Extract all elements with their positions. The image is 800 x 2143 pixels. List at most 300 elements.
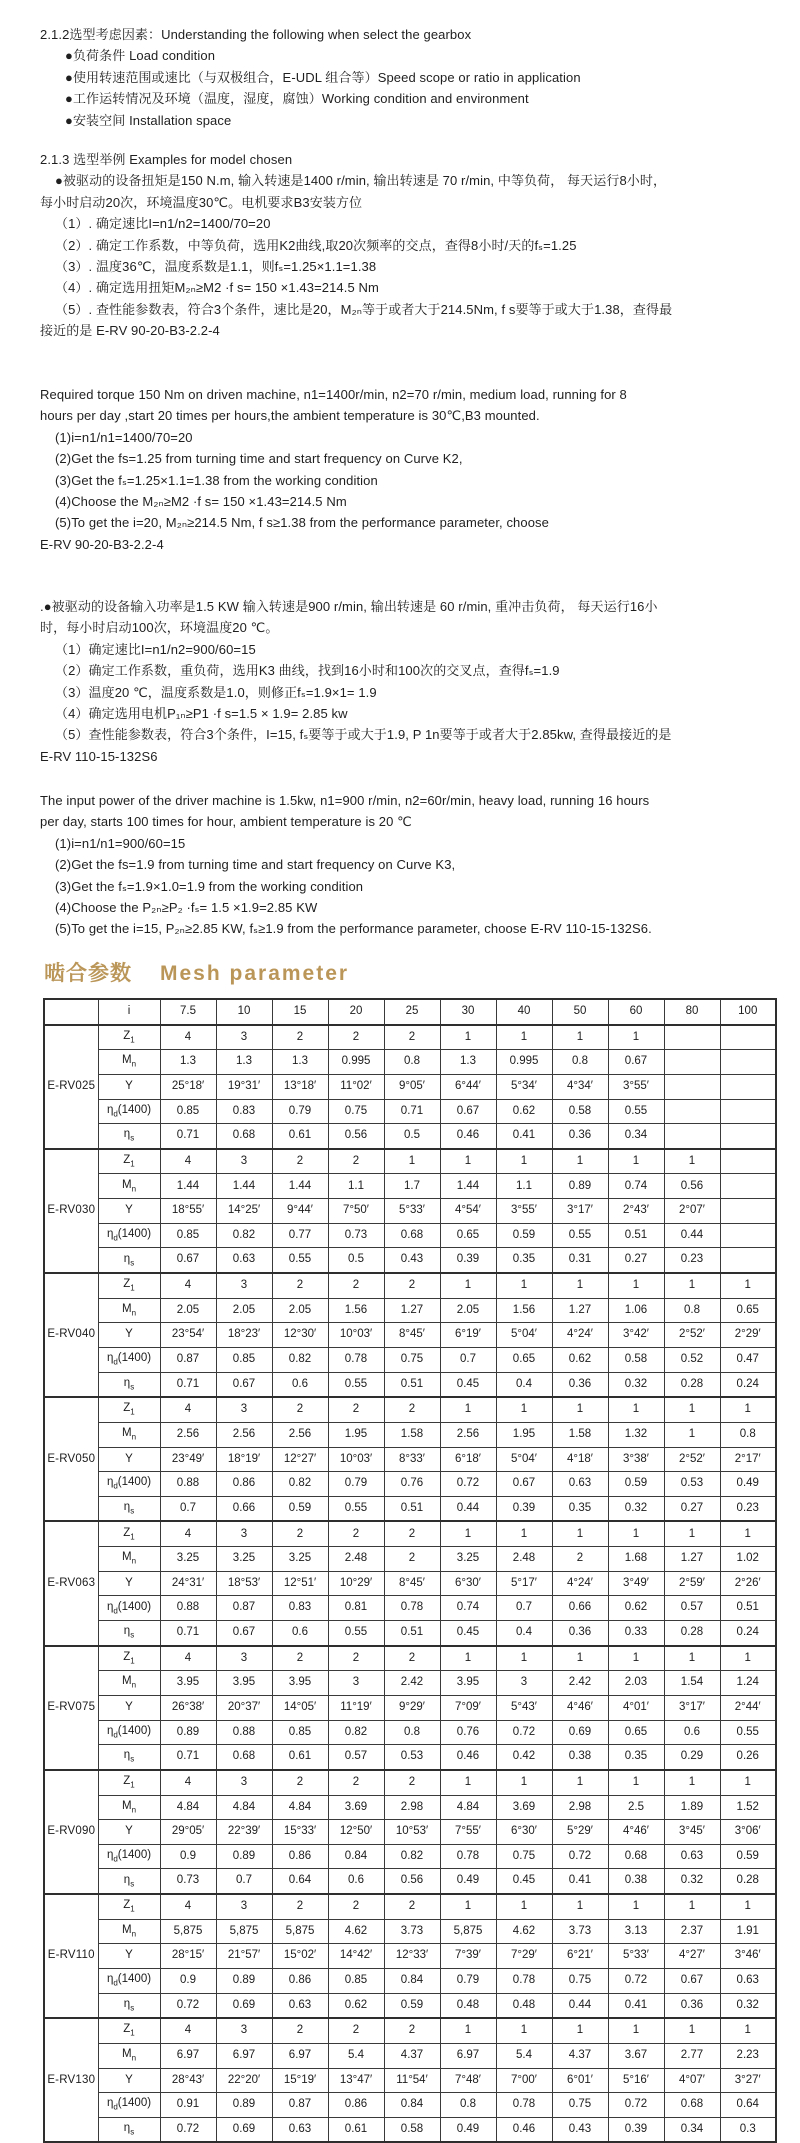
table-cell: 0.88	[160, 1596, 216, 1621]
table-cell: 0.59	[496, 1223, 552, 1248]
table-cell: 0.51	[384, 1621, 440, 1646]
table-cell: 2°17′	[720, 1447, 776, 1472]
table-cell: 3°17′	[664, 1695, 720, 1720]
table-cell: 0.38	[552, 1745, 608, 1770]
table-cell: 12°51′	[272, 1571, 328, 1596]
table-cell: 0.67	[664, 1968, 720, 1993]
table-cell: 3	[216, 1521, 272, 1546]
table-cell: 2°52′	[664, 1323, 720, 1348]
table-cell: 0.39	[608, 2117, 664, 2142]
table-cell: 3°42′	[608, 1323, 664, 1348]
table-cell: 2	[272, 1397, 328, 1422]
table-cell: 0.74	[440, 1596, 496, 1621]
table-cell: 0.78	[328, 1347, 384, 1372]
table-cell: 2	[272, 1521, 328, 1546]
table-cell: 0.58	[552, 1099, 608, 1124]
table-cell: 0.71	[160, 1124, 216, 1149]
table-cell: 0.59	[720, 1844, 776, 1869]
table-cell: 0.78	[440, 1844, 496, 1869]
table-cell: 1	[720, 1894, 776, 1919]
table-cell: 3°55′	[496, 1199, 552, 1224]
table-cell: 1.68	[608, 1547, 664, 1572]
table-cell: 4	[160, 1397, 216, 1422]
table-cell: 1	[552, 1521, 608, 1546]
section-example1-english	[40, 384, 627, 555]
table-cell: 0.71	[384, 1099, 440, 1124]
table-cell: 0.43	[552, 2117, 608, 2142]
row-label: $\eta_d(1400)$	[98, 2093, 160, 2118]
table-cell: 0.55	[552, 1223, 608, 1248]
table-cell: 1	[440, 1521, 496, 1546]
row-label: $M_n$	[98, 1174, 160, 1199]
table-cell: 4°46′	[552, 1695, 608, 1720]
table-cell: 12°30′	[272, 1323, 328, 1348]
table-cell: 1.44	[440, 1174, 496, 1199]
table-cell: 0.69	[552, 1720, 608, 1745]
model-name: E-RV025	[44, 1025, 98, 1149]
table-cell: 1.44	[272, 1174, 328, 1199]
table-cell: 2	[272, 1273, 328, 1298]
table-cell: 0.32	[608, 1372, 664, 1397]
table-cell: 22°20′	[216, 2068, 272, 2093]
table-cell: 4°27′	[664, 1944, 720, 1969]
table-cell: 2°44′	[720, 1695, 776, 1720]
table-cell: 2	[552, 1547, 608, 1572]
table-cell: 0.58	[384, 2117, 440, 2142]
table-cell: 0.85	[216, 1347, 272, 1372]
table-cell: 0.4	[496, 1621, 552, 1646]
table-cell: 0.72	[496, 1720, 552, 1745]
table-cell: 0.75	[552, 2093, 608, 2118]
table-cell	[664, 1074, 720, 1099]
table-cell: 0.42	[496, 1745, 552, 1770]
table-cell: 2.05	[216, 1298, 272, 1323]
table-cell: 6.97	[160, 2043, 216, 2068]
section-example2-english	[40, 790, 652, 940]
table-cell: 2	[328, 1646, 384, 1671]
model-name: E-RV063	[44, 1521, 98, 1645]
text-line: E-RV 90-20-B3-2.2-4	[40, 536, 164, 552]
table-cell: 0.46	[496, 2117, 552, 2142]
table-cell: 0.46	[440, 1745, 496, 1770]
table-cell: 0.75	[496, 1844, 552, 1869]
table-cell: 3.73	[384, 1919, 440, 1944]
table-cell: 0.79	[328, 1472, 384, 1497]
table-cell: 0.78	[496, 2093, 552, 2118]
row-label: Y	[98, 1447, 160, 1472]
table-cell: 0.995	[496, 1050, 552, 1075]
table-cell: 0.72	[440, 1472, 496, 1497]
table-cell: 4.62	[328, 1919, 384, 1944]
table-cell: 1.1	[496, 1174, 552, 1199]
table-cell: 2.56	[160, 1422, 216, 1447]
table-cell: 3	[216, 2018, 272, 2043]
table-cell: 5°34′	[496, 1074, 552, 1099]
table-cell: 2	[328, 1521, 384, 1546]
row-label: $\eta_s$	[98, 1993, 160, 2018]
table-cell: 5,875	[440, 1919, 496, 1944]
table-cell: 1	[552, 1273, 608, 1298]
table-cell: 6°19′	[440, 1323, 496, 1348]
table-cell: 0.55	[328, 1621, 384, 1646]
table-cell: 5°04′	[496, 1323, 552, 1348]
text-line: (5)To get the i=15, P₂ₙ≥2.85 KW, fₛ≥1.9 from the performance parameter, choose E-RV 110-15-132S6.	[55, 921, 652, 937]
table-cell: 1	[496, 1894, 552, 1919]
table-cell: 0.51	[608, 1223, 664, 1248]
row-label: $\eta_s$	[98, 1248, 160, 1273]
table-cell: 0.78	[496, 1968, 552, 1993]
table-cell: 2.23	[720, 2043, 776, 2068]
table-cell: 2°43′	[608, 1199, 664, 1224]
table-cell: 0.53	[664, 1472, 720, 1497]
table-cell: 0.89	[160, 1720, 216, 1745]
text-line: ●被驱动的设备扭矩是150 N.m, 输入转速是1400 r/min, 输出转速是 70 r/min, 中等负荷， 每天运行8小时，	[55, 173, 667, 189]
model-name: E-RV075	[44, 1646, 98, 1770]
table-cell: 2.48	[496, 1547, 552, 1572]
table-cell: 2	[328, 1397, 384, 1422]
table-cell: 0.57	[664, 1596, 720, 1621]
text-line: （4）确定选用电机P₁ₙ≥P1 ·f s=1.5 × 1.9= 2.85 kw	[55, 706, 348, 722]
table-cell: 6°30′	[440, 1571, 496, 1596]
table-cell: 0.4	[496, 1372, 552, 1397]
table-cell: 2°52′	[664, 1447, 720, 1472]
table-cell: 3.67	[608, 2043, 664, 2068]
text-line: per day, starts 100 times for hour, ambient temperature is 20 ℃	[40, 814, 412, 830]
table-cell: 2.98	[384, 1795, 440, 1820]
table-cell: 1	[440, 1025, 496, 1050]
table-cell: 3.69	[328, 1795, 384, 1820]
table-cell: 9°44′	[272, 1199, 328, 1224]
table-cell: 0.86	[272, 1968, 328, 1993]
table-cell: 1	[664, 1770, 720, 1795]
text-line: （1）确定速比I=n1/n2=900/60=15	[55, 641, 256, 657]
table-cell: 0.36	[664, 1993, 720, 2018]
table-cell: 0.87	[216, 1596, 272, 1621]
table-cell: 7°48′	[440, 2068, 496, 2093]
text-line: （1）. 确定速比I=n1/n2=1400/70=20	[55, 216, 271, 232]
table-cell: 0.68	[216, 1124, 272, 1149]
table-cell: 4.37	[552, 2043, 608, 2068]
table-cell: 1	[608, 1149, 664, 1174]
table-cell: 0.68	[216, 1745, 272, 1770]
table-cell: 0.65	[720, 1298, 776, 1323]
table-cell: 0.59	[608, 1472, 664, 1497]
table-cell: 6°21′	[552, 1944, 608, 1969]
table-cell: 5°43′	[496, 1695, 552, 1720]
table-cell: 0.51	[720, 1596, 776, 1621]
table-cell: 0.49	[440, 2117, 496, 2142]
table-cell: 1.27	[664, 1547, 720, 1572]
row-label: $Z_1$	[98, 1894, 160, 1919]
table-cell: 2.05	[440, 1298, 496, 1323]
section-example2-chinese	[40, 596, 672, 767]
table-cell: 1	[440, 1149, 496, 1174]
table-cell: 0.64	[720, 2093, 776, 2118]
table-cell	[720, 1124, 776, 1149]
table-cell: 1	[664, 2018, 720, 2043]
table-cell: 0.82	[384, 1844, 440, 1869]
table-cell: 0.78	[384, 1596, 440, 1621]
table-cell: 0.49	[440, 1869, 496, 1894]
table-cell: 1	[552, 1149, 608, 1174]
table-cell: 4	[160, 1770, 216, 1795]
table-cell: 0.61	[272, 1745, 328, 1770]
table-cell: 0.82	[216, 1223, 272, 1248]
table-cell: 0.44	[552, 1993, 608, 2018]
table-cell: 11°19′	[328, 1695, 384, 1720]
table-cell: 2.03	[608, 1671, 664, 1696]
table-cell: 0.89	[216, 2093, 272, 2118]
row-label: $\eta_s$	[98, 1869, 160, 1894]
row-label: Y	[98, 1199, 160, 1224]
table-cell: 0.28	[664, 1372, 720, 1397]
table-cell: 0.9	[160, 1844, 216, 1869]
row-label: $M_n$	[98, 1671, 160, 1696]
table-cell: 4	[160, 1894, 216, 1919]
column-header: 7.5	[160, 999, 216, 1025]
table-cell: 0.71	[160, 1621, 216, 1646]
table-cell: 10°03′	[328, 1447, 384, 1472]
table-cell: 1	[608, 1025, 664, 1050]
table-cell: 2	[328, 1894, 384, 1919]
table-cell: 2	[272, 2018, 328, 2043]
table-cell: 1	[384, 1149, 440, 1174]
table-cell: 5°33′	[384, 1199, 440, 1224]
table-cell: 6°30′	[496, 1820, 552, 1845]
table-cell	[720, 1199, 776, 1224]
model-name: E-RV090	[44, 1770, 98, 1894]
text-line: hours per day ,start 20 times per hours,the ambient temperature is 30℃,B3 mounted.	[40, 408, 540, 424]
row-label: $M_n$	[98, 1050, 160, 1075]
table-cell: 0.56	[384, 1869, 440, 1894]
table-cell: 8°33′	[384, 1447, 440, 1472]
table-cell: 2	[272, 1646, 328, 1671]
table-cell: 1	[496, 1025, 552, 1050]
table-cell	[720, 1174, 776, 1199]
table-cell: 1	[720, 1521, 776, 1546]
table-cell: 2	[384, 2018, 440, 2043]
table-cell: 0.3	[720, 2117, 776, 2142]
table-cell: 3.73	[552, 1919, 608, 1944]
text-line: 2.1.2选型考虑因素：Understanding the following when select the gearbox	[40, 27, 472, 42]
table-cell: 5°04′	[496, 1447, 552, 1472]
table-cell: 1.27	[384, 1298, 440, 1323]
table-cell: 0.56	[664, 1174, 720, 1199]
table-cell: 3	[216, 1149, 272, 1174]
table-cell: 9°29′	[384, 1695, 440, 1720]
row-label: $M_n$	[98, 1298, 160, 1323]
table-cell: 1	[440, 1397, 496, 1422]
table-cell: 1.89	[664, 1795, 720, 1820]
table-cell: 1	[664, 1273, 720, 1298]
table-cell: 0.55	[608, 1099, 664, 1124]
table-cell: 2°29′	[720, 1323, 776, 1348]
table-cell: 1.91	[720, 1919, 776, 1944]
table-cell: 20°37′	[216, 1695, 272, 1720]
text-line: Required torque 150 Nm on driven machine, n1=1400r/min, n2=70 r/min, medium load, running for 8	[40, 387, 627, 402]
column-header: 50	[552, 999, 608, 1025]
table-cell: 0.8	[384, 1050, 440, 1075]
row-label: $\eta_s$	[98, 1124, 160, 1149]
table-cell: 0.86	[328, 2093, 384, 2118]
table-cell: 6.97	[440, 2043, 496, 2068]
table-cell: 0.67	[440, 1099, 496, 1124]
table-cell: 0.49	[720, 1472, 776, 1497]
table-cell: 0.65	[608, 1720, 664, 1745]
table-cell: 3.13	[608, 1919, 664, 1944]
table-cell: 0.84	[328, 1844, 384, 1869]
table-cell: 0.39	[496, 1496, 552, 1521]
table-cell: 0.63	[720, 1968, 776, 1993]
table-cell: 3°17′	[552, 1199, 608, 1224]
table-cell: 5,875	[272, 1919, 328, 1944]
table-cell: 2	[384, 1397, 440, 1422]
table-cell: 6°44′	[440, 1074, 496, 1099]
table-cell: 3°27′	[720, 2068, 776, 2093]
table-cell: 1	[440, 2018, 496, 2043]
text-line: (3)Get the fₛ=1.25×1.1=1.38 from the working condition	[55, 472, 378, 488]
table-cell: 1	[720, 1770, 776, 1795]
table-cell: 0.71	[160, 1745, 216, 1770]
table-cell: 0.8	[440, 2093, 496, 2118]
text-line: ●安装空间 Installation space	[65, 112, 232, 128]
text-line: 接近的是 E-RV 90-20-B3-2.2-4	[40, 323, 220, 339]
row-label: $Z_1$	[98, 1149, 160, 1174]
table-cell: 1	[440, 1273, 496, 1298]
ratio-header: i	[98, 999, 160, 1025]
table-cell: 1	[496, 1273, 552, 1298]
table-cell	[664, 1099, 720, 1124]
column-header: 15	[272, 999, 328, 1025]
table-cell: 4.62	[496, 1919, 552, 1944]
table-cell: 0.47	[720, 1347, 776, 1372]
table-cell: 4°54′	[440, 1199, 496, 1224]
table-cell: 0.85	[328, 1968, 384, 1993]
table-cell: 3.95	[160, 1671, 216, 1696]
table-cell: 3.25	[160, 1547, 216, 1572]
table-cell: 0.6	[272, 1621, 328, 1646]
table-cell: 1.58	[384, 1422, 440, 1447]
table-cell: 0.79	[272, 1099, 328, 1124]
column-header: 80	[664, 999, 720, 1025]
table-cell: 3.25	[440, 1547, 496, 1572]
row-label: $\eta_d(1400)$	[98, 1223, 160, 1248]
table-cell: 0.23	[664, 1248, 720, 1273]
table-cell: 0.72	[608, 2093, 664, 2118]
table-cell: 3.25	[216, 1547, 272, 1572]
table-cell: 1	[608, 1273, 664, 1298]
column-header: 100	[720, 999, 776, 1025]
table-cell: 10°03′	[328, 1323, 384, 1348]
row-label: Y	[98, 1820, 160, 1845]
table-cell: 1.32	[608, 1422, 664, 1447]
table-cell: 4°07′	[664, 2068, 720, 2093]
section-selection-factors	[40, 24, 581, 131]
table-cell: 1.02	[720, 1547, 776, 1572]
table-cell: 14°25′	[216, 1199, 272, 1224]
text-line: 每小时启动20次，环境温度30℃。电机要求B3安装方位	[40, 194, 363, 210]
text-line: (4)Choose the P₂ₙ≥P₂ ·fₛ= 1.5 ×1.9=2.85 KW	[55, 900, 318, 916]
table-cell: 0.68	[608, 1844, 664, 1869]
table-cell: 0.72	[160, 2117, 216, 2142]
table-cell: 7°50′	[328, 1199, 384, 1224]
table-cell: 3	[216, 1397, 272, 1422]
table-cell: 0.81	[328, 1596, 384, 1621]
row-label: Y	[98, 1944, 160, 1969]
table-cell: 22°39′	[216, 1820, 272, 1845]
table-cell: 0.43	[384, 1248, 440, 1273]
table-cell: 0.85	[160, 1223, 216, 1248]
table-cell: 5,875	[160, 1919, 216, 1944]
table-cell: 0.88	[160, 1472, 216, 1497]
table-cell: 0.76	[440, 1720, 496, 1745]
table-cell: 0.5	[328, 1248, 384, 1273]
mesh-heading-en: Mesh parameter	[160, 962, 350, 985]
table-cell: 2.05	[272, 1298, 328, 1323]
table-cell: 1	[720, 1397, 776, 1422]
table-cell: 1.27	[552, 1298, 608, 1323]
table-cell: 1	[664, 1397, 720, 1422]
table-cell: 2.48	[328, 1547, 384, 1572]
row-label: Y	[98, 1323, 160, 1348]
text-line: （5）. 查性能参数表，符合3个条件，速比是20，M₂ₙ等于或者大于214.5Nm, f s要等于或大于1.38，查得最	[55, 301, 673, 317]
text-line: （3）. 温度36℃，温度系数是1.1，则fₛ=1.25×1.1=1.38	[55, 259, 377, 275]
table-cell: 0.89	[216, 1844, 272, 1869]
table-cell: 23°49′	[160, 1447, 216, 1472]
mesh-table-body	[44, 1025, 776, 2143]
table-cell: 1	[496, 1646, 552, 1671]
table-cell: 1.1	[328, 1174, 384, 1199]
table-cell: 0.55	[272, 1248, 328, 1273]
table-cell: 0.57	[328, 1745, 384, 1770]
table-cell: 0.41	[496, 1124, 552, 1149]
column-header: 60	[608, 999, 664, 1025]
row-label: $\eta_d(1400)$	[98, 1720, 160, 1745]
table-cell: 1	[720, 2018, 776, 2043]
row-label: $Z_1$	[98, 1521, 160, 1546]
row-label: $Z_1$	[98, 1646, 160, 1671]
table-cell: 5°17′	[496, 1571, 552, 1596]
text-line: (2)Get the fs=1.9 from turning time and start frequency on Curve K3,	[55, 857, 456, 873]
table-cell: 4°34′	[552, 1074, 608, 1099]
table-cell: 1	[552, 1770, 608, 1795]
table-cell: 2	[328, 1770, 384, 1795]
table-cell: 0.27	[664, 1496, 720, 1521]
table-cell: 0.28	[720, 1869, 776, 1894]
table-cell: 18°19′	[216, 1447, 272, 1472]
table-cell: 0.27	[608, 1248, 664, 1273]
table-cell: 4°18′	[552, 1447, 608, 1472]
table-cell: 0.89	[552, 1174, 608, 1199]
table-cell: 0.35	[608, 1745, 664, 1770]
table-cell: 0.67	[496, 1472, 552, 1497]
table-cell: 0.75	[328, 1099, 384, 1124]
row-label: $\eta_d(1400)$	[98, 1472, 160, 1497]
table-cell: 4°24′	[552, 1323, 608, 1348]
model-name: E-RV030	[44, 1149, 98, 1273]
table-cell: 3.95	[440, 1671, 496, 1696]
column-header: 10	[216, 999, 272, 1025]
table-cell: 4	[160, 1646, 216, 1671]
table-cell: 12°33′	[384, 1944, 440, 1969]
table-cell	[720, 1223, 776, 1248]
table-cell: 0.73	[328, 1223, 384, 1248]
table-cell: 1	[440, 1646, 496, 1671]
table-cell: 1	[552, 1646, 608, 1671]
table-cell: 0.82	[272, 1472, 328, 1497]
table-cell: 0.72	[160, 1993, 216, 2018]
table-cell: 1	[608, 1521, 664, 1546]
